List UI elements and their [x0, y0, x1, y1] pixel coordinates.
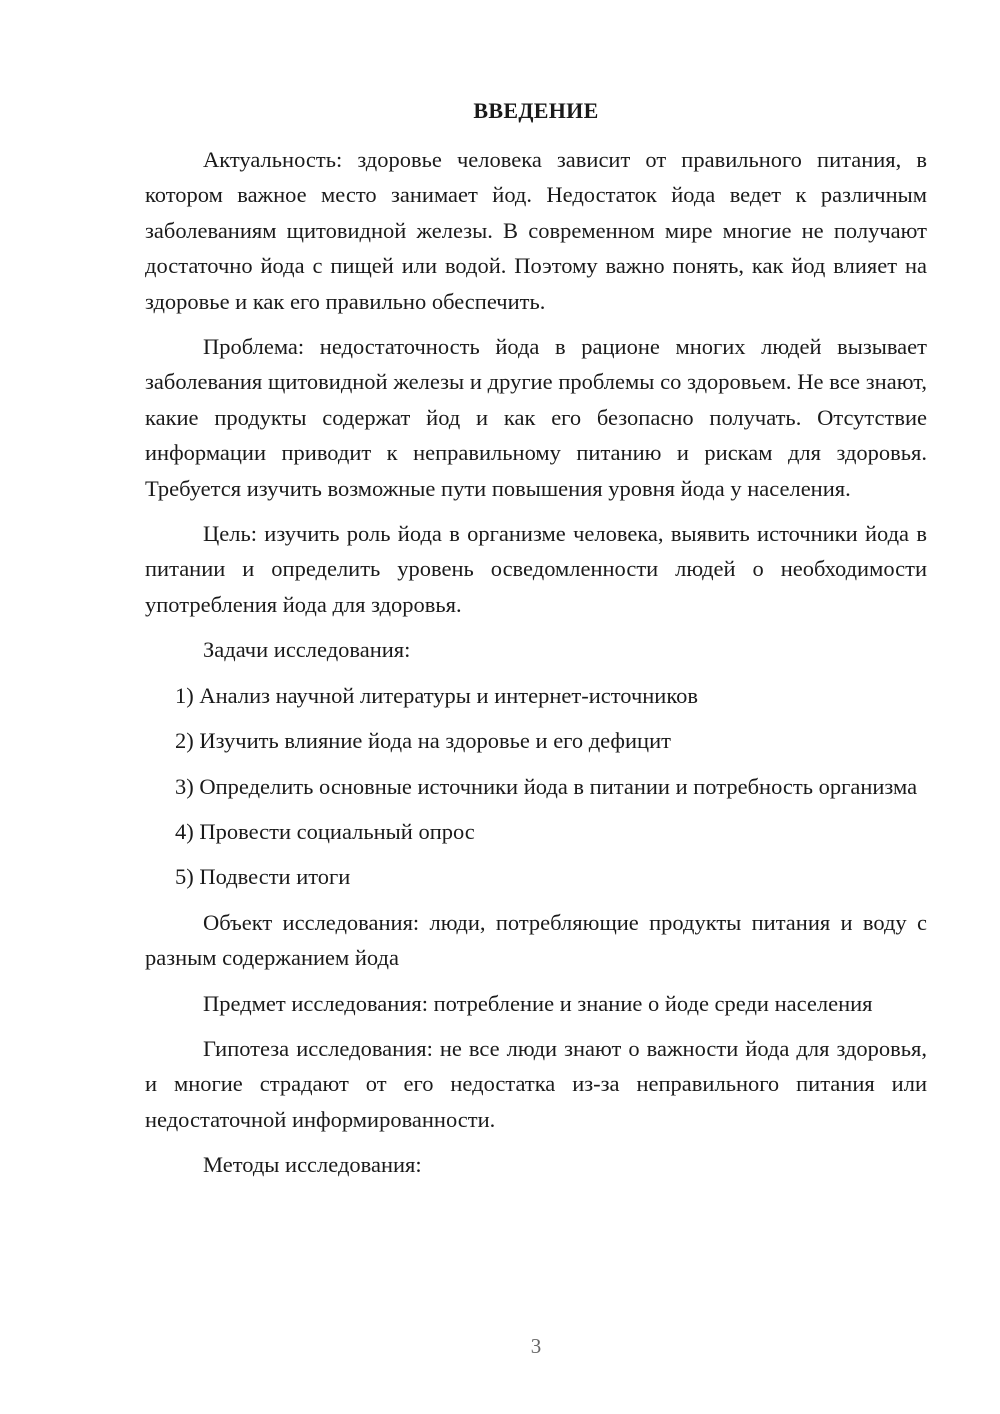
paragraph-problem: Проблема: недостаточность йода в рационе многих людей вызывает заболевания щитовидной железы и другие проблемы со здоровьем. Не все знают, какие продукты содержат йод и как его безопасно получать. Отсутствие информации приводит к неправильному питанию и рискам для здоровья. Требуется изучить возможные пути повышения уровня йода у населения.	[145, 334, 927, 501]
paragraph-goal: Цель: изучить роль йода в организме человека, выявить источники йода в питании и определить уровень осведомленности людей о необходимости употребления йода для здоровья.	[145, 521, 927, 617]
paragraph-tasks-heading: Задачи исследования:	[203, 637, 411, 663]
task-item: 4) Провести социальный опрос	[175, 818, 475, 844]
paragraph-methods: Методы исследования:	[203, 1152, 422, 1178]
page-body	[145, 142, 927, 1193]
paragraph-relevance: Актуальность: здоровье человека зависит от правильного питания, в котором важное место занимает йод. Недостаток йода ведет к различным заболеваниям щитовидной железы. В современном мире многие не получают достаточно йода с пищей или водой. Поэтому важно понять, как йод влияет на здоровье и как его правильно обеспечить.	[145, 147, 927, 314]
page-number: 3	[530, 1334, 542, 1358]
task-item: 5) Подвести итоги	[175, 864, 351, 890]
paragraph-subject: Предмет исследования: потребление и знание о йоде среди населения	[203, 990, 873, 1016]
task-item: 2) Изучить влияние йода на здоровье и его дефицит	[175, 728, 671, 754]
page-title: ВВЕДЕНИЕ	[473, 98, 599, 123]
task-item: 3) Определить основные источники йода в питании и потребность организма	[175, 773, 918, 799]
paragraph-hypothesis: Гипотеза исследования: не все люди знают о важности йода для здоровья, и многие страдают от его недостатка из-за неправильного питания или недостаточной информированности.	[145, 1035, 927, 1132]
paragraph-object: Объект исследования: люди, потребляющие продукты питания и воду с разным содержанием йода	[145, 909, 927, 971]
task-item: 1) Анализ научной литературы и интернет-источников	[175, 682, 699, 708]
